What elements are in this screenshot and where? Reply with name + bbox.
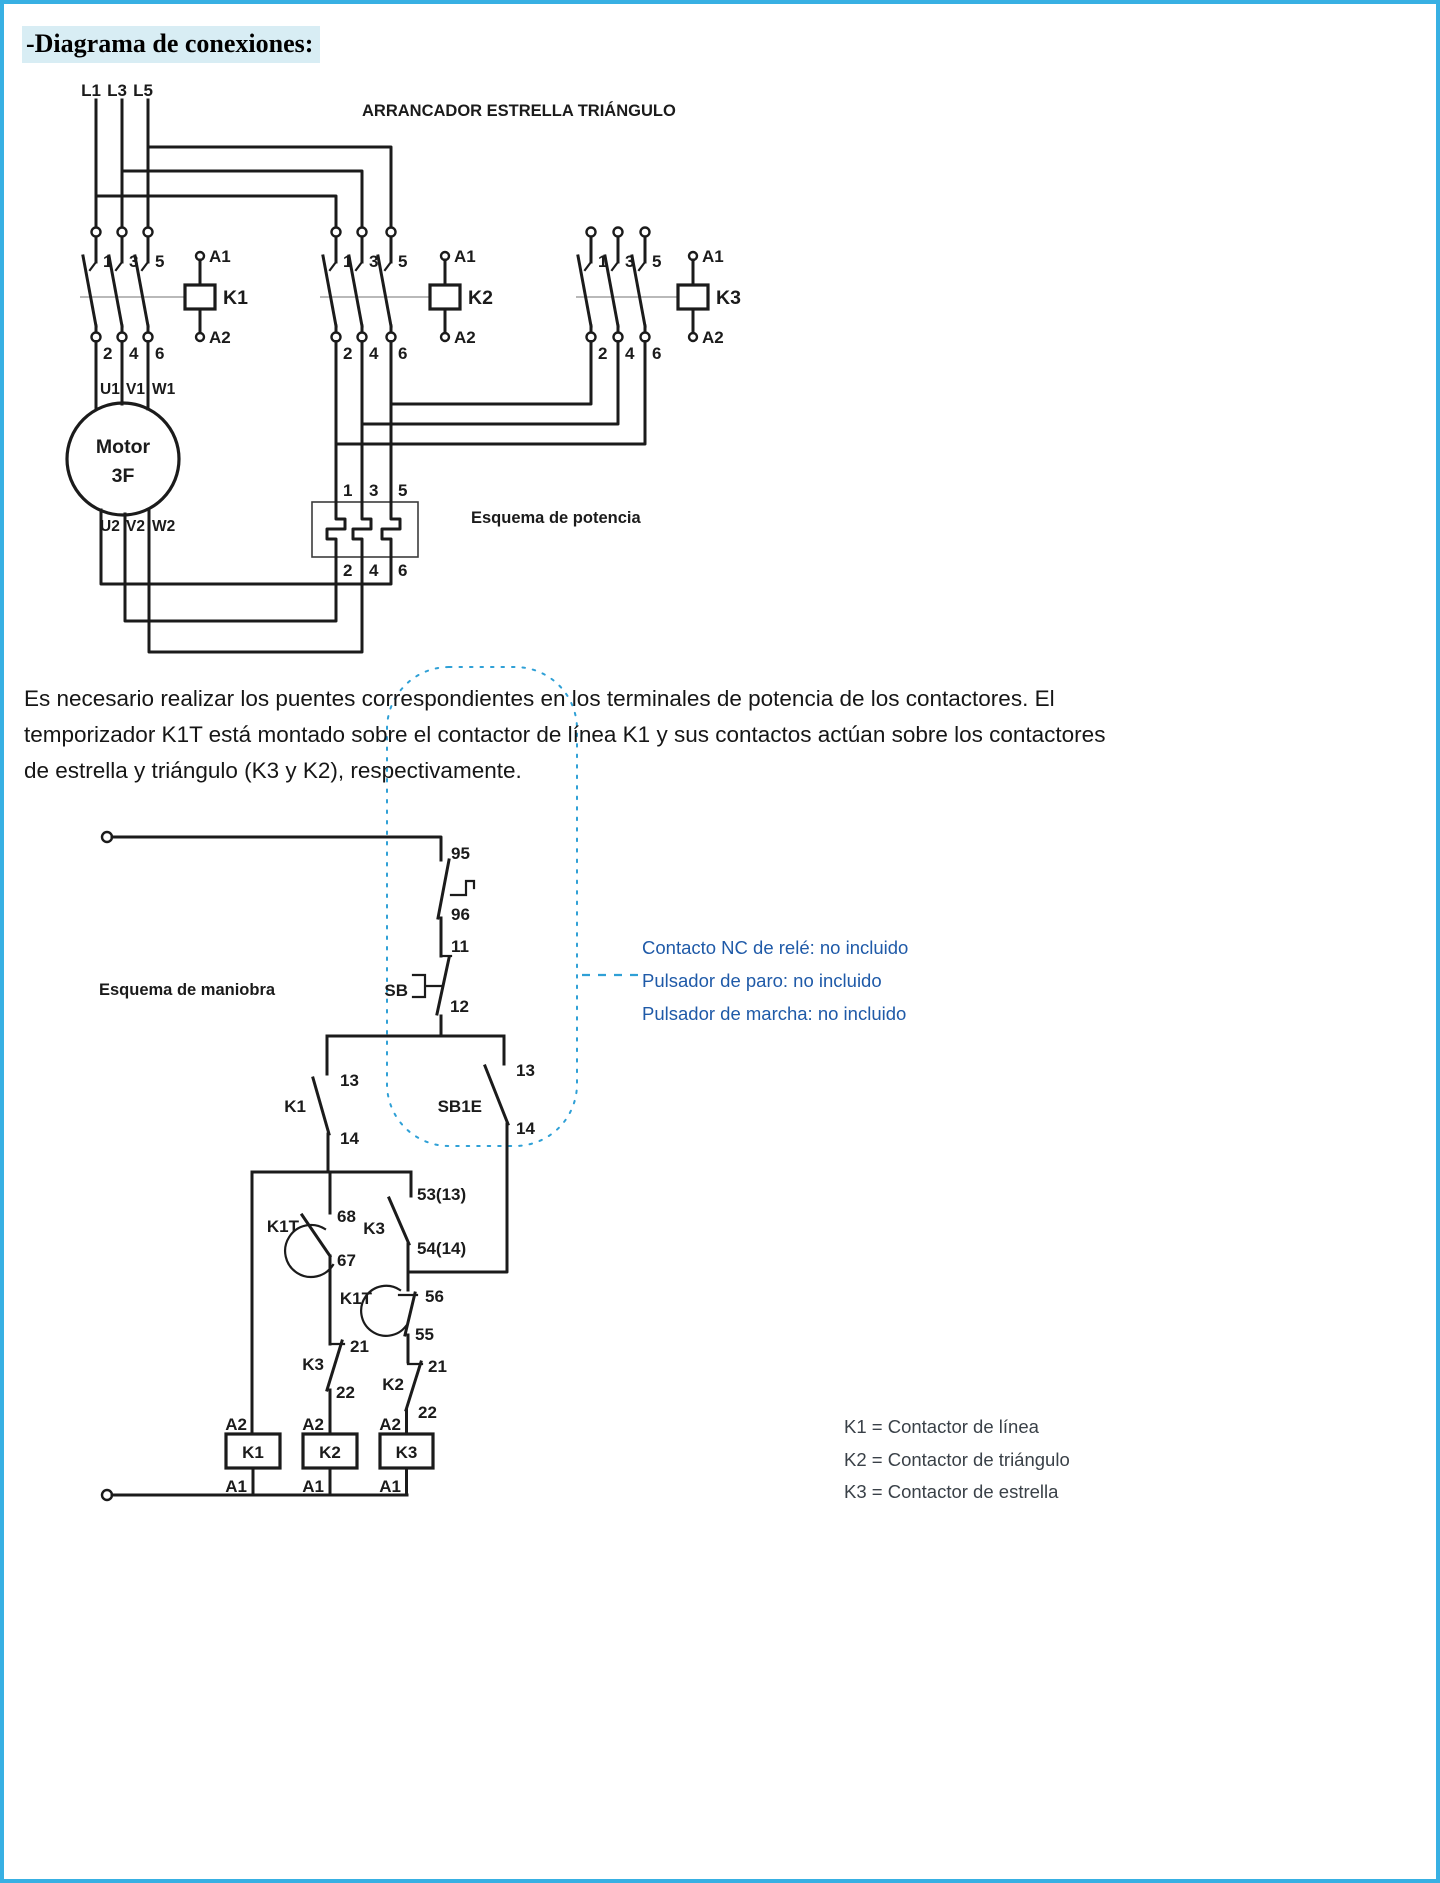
terminal-95: 95 — [451, 844, 470, 863]
power-caption: Esquema de potencia — [471, 509, 641, 527]
terminal-22: 22 — [336, 1383, 355, 1402]
legend-line: K2 = Contactor de triángulo — [844, 1448, 1070, 1470]
contactor-legend — [844, 1416, 1070, 1514]
control-caption: Esquema de maniobra — [99, 981, 276, 999]
coil-a1-label: A1 — [379, 1477, 401, 1496]
supply-lines — [81, 81, 391, 228]
note-line: Contacto NC de relé: no incluido — [642, 937, 909, 958]
pole-label: 3 — [625, 252, 635, 271]
motor-label: Motor — [95, 436, 151, 458]
coil-terminal-label: A2 — [702, 328, 724, 347]
contactor-pole — [578, 228, 596, 342]
overload-element — [327, 502, 345, 557]
pole-label: 2 — [343, 561, 353, 580]
supply-label-l3: L3 — [107, 81, 127, 100]
page-title: -Diagrama de conexiones: — [22, 26, 320, 63]
contactor-pole — [135, 228, 153, 342]
pole-label: 5 — [398, 481, 408, 500]
pole-label: 3 — [369, 252, 379, 271]
coil-terminal-label: A2 — [454, 328, 476, 347]
motor-terminal-label: U2 — [100, 518, 120, 535]
k3-nc-interlock — [302, 1256, 369, 1434]
terminal-96: 96 — [451, 905, 470, 924]
note-line: Pulsador de marcha: no incluido — [642, 1003, 907, 1024]
motor-terminal-label: W1 — [152, 381, 176, 398]
not-included-notes — [642, 937, 908, 1036]
k1-aux-label: K1 — [284, 1097, 306, 1116]
terminal-21: 21 — [428, 1357, 447, 1376]
terminal-11: 11 — [451, 937, 469, 956]
contactor-pole — [632, 228, 650, 342]
motor-terminal-label: V1 — [126, 381, 145, 398]
coil-terminal-label: A1 — [209, 247, 231, 266]
terminal-53: 53(13) — [417, 1185, 467, 1204]
contactor-name: K3 — [716, 287, 741, 309]
legend-line: K1 = Contactor de línea — [844, 1416, 1039, 1437]
pole-label: 6 — [398, 344, 408, 363]
pole-label: 1 — [343, 481, 353, 500]
pole-label: 6 — [652, 344, 662, 363]
coil-a2-label: A2 — [302, 1415, 324, 1434]
terminal-13: 13 — [516, 1061, 535, 1080]
pole-label: 2 — [343, 344, 353, 363]
k3-coil — [678, 247, 741, 347]
motor-symbol — [67, 403, 179, 515]
terminal-22: 22 — [418, 1403, 437, 1422]
terminal-21: 21 — [350, 1337, 369, 1356]
power-heading: ARRANCADOR ESTRELLA TRIÁNGULO — [362, 102, 676, 120]
note-line: Pulsador de paro: no incluido — [642, 970, 882, 991]
stop-button-label: SB — [384, 981, 408, 1000]
motor-terminal-label: V2 — [126, 518, 145, 535]
pole-label: 4 — [625, 344, 635, 363]
body-paragraph — [24, 686, 1105, 793]
contactor-name: K2 — [468, 287, 493, 309]
contactor-k1 — [80, 228, 248, 364]
k2-coil — [430, 247, 493, 347]
pole-label: 3 — [369, 481, 379, 500]
start-button-sb1e — [408, 1036, 535, 1272]
terminal-54: 54(14) — [417, 1239, 467, 1258]
contactor-pole — [605, 228, 623, 342]
pole-label: 1 — [343, 252, 353, 271]
coil-name: K2 — [319, 1443, 341, 1462]
relay-nc-contact — [438, 844, 474, 924]
terminal-68: 68 — [337, 1207, 356, 1226]
k1-aux-contact — [284, 1036, 359, 1172]
terminal-67: 67 — [337, 1251, 356, 1270]
coil-terminal-label: A1 — [454, 247, 476, 266]
pole-label: 4 — [369, 344, 379, 363]
paragraph-line: de estrella y triángulo (K3 y K2), respectivamente. — [24, 757, 522, 783]
overload-element — [353, 502, 371, 557]
pole-label: 1 — [103, 252, 113, 271]
start-button-label: SB1E — [437, 1097, 482, 1116]
contactor-pole — [83, 228, 101, 342]
pole-label: 4 — [369, 561, 379, 580]
coil-a1-label: A1 — [302, 1477, 324, 1496]
contactor-k3 — [576, 228, 741, 364]
contactor-k2 — [320, 228, 493, 364]
contactor-pole — [109, 228, 127, 342]
terminal-14: 14 — [340, 1129, 359, 1148]
pole-label: 3 — [129, 252, 139, 271]
coil-name: K1 — [242, 1443, 264, 1462]
stop-button-sb — [384, 937, 469, 1016]
paragraph-line: Es necesario realizar los puentes correspondientes en los terminales de potencia de los contactores. El — [24, 686, 1055, 711]
contactor-pole — [378, 228, 396, 342]
contactor-pole — [349, 228, 367, 342]
pole-label: 4 — [129, 344, 139, 363]
k2-nc-label: K2 — [382, 1375, 404, 1394]
coil-name: K3 — [395, 1443, 418, 1462]
power-circuit — [67, 81, 741, 652]
overload-relay — [312, 481, 418, 580]
contactor-pole — [323, 228, 341, 342]
k1t-label: K1T — [266, 1217, 299, 1236]
coil-a1-label: A1 — [225, 1477, 247, 1496]
delta-bridges — [336, 342, 645, 503]
terminal-56: 56 — [425, 1287, 444, 1306]
pole-label: 1 — [598, 252, 608, 271]
pole-label: 5 — [155, 252, 165, 271]
pole-label: 6 — [155, 344, 165, 363]
motor-label: 3F — [111, 465, 135, 487]
k1t-label: K1T — [339, 1289, 372, 1308]
terminal-13: 13 — [340, 1071, 359, 1090]
supply-label-l1: L1 — [81, 81, 101, 100]
contactor-name: K1 — [223, 287, 248, 309]
k3-nc-label: K3 — [302, 1355, 324, 1374]
pole-label: 2 — [103, 344, 113, 363]
legend-line: K3 = Contactor de estrella — [844, 1481, 1059, 1502]
pole-label: 2 — [598, 344, 608, 363]
motor-terminal-label: U1 — [100, 381, 120, 398]
k3-aux-label: K3 — [363, 1219, 385, 1238]
terminal-55: 55 — [415, 1325, 434, 1344]
coil-a2-label: A2 — [379, 1415, 401, 1434]
supply-label-l5: L5 — [133, 81, 153, 100]
coil-terminal-label: A1 — [702, 247, 724, 266]
paragraph-line: temporizador K1T está montado sobre el contactor de línea K1 y sus contactos actúan sobre los contactores — [24, 721, 1106, 747]
terminal-14: 14 — [516, 1119, 535, 1138]
coil-a2-label: A2 — [225, 1415, 247, 1434]
k1-coil — [185, 247, 248, 347]
pole-label: 6 — [398, 561, 408, 580]
terminal-12: 12 — [450, 997, 469, 1016]
pole-label: 5 — [652, 252, 662, 271]
overload-element — [382, 502, 400, 557]
coil-terminal-label: A2 — [209, 328, 231, 347]
k1t-no-contact — [267, 1172, 356, 1277]
pole-label: 5 — [398, 252, 408, 271]
motor-terminal-label: W2 — [152, 518, 176, 535]
